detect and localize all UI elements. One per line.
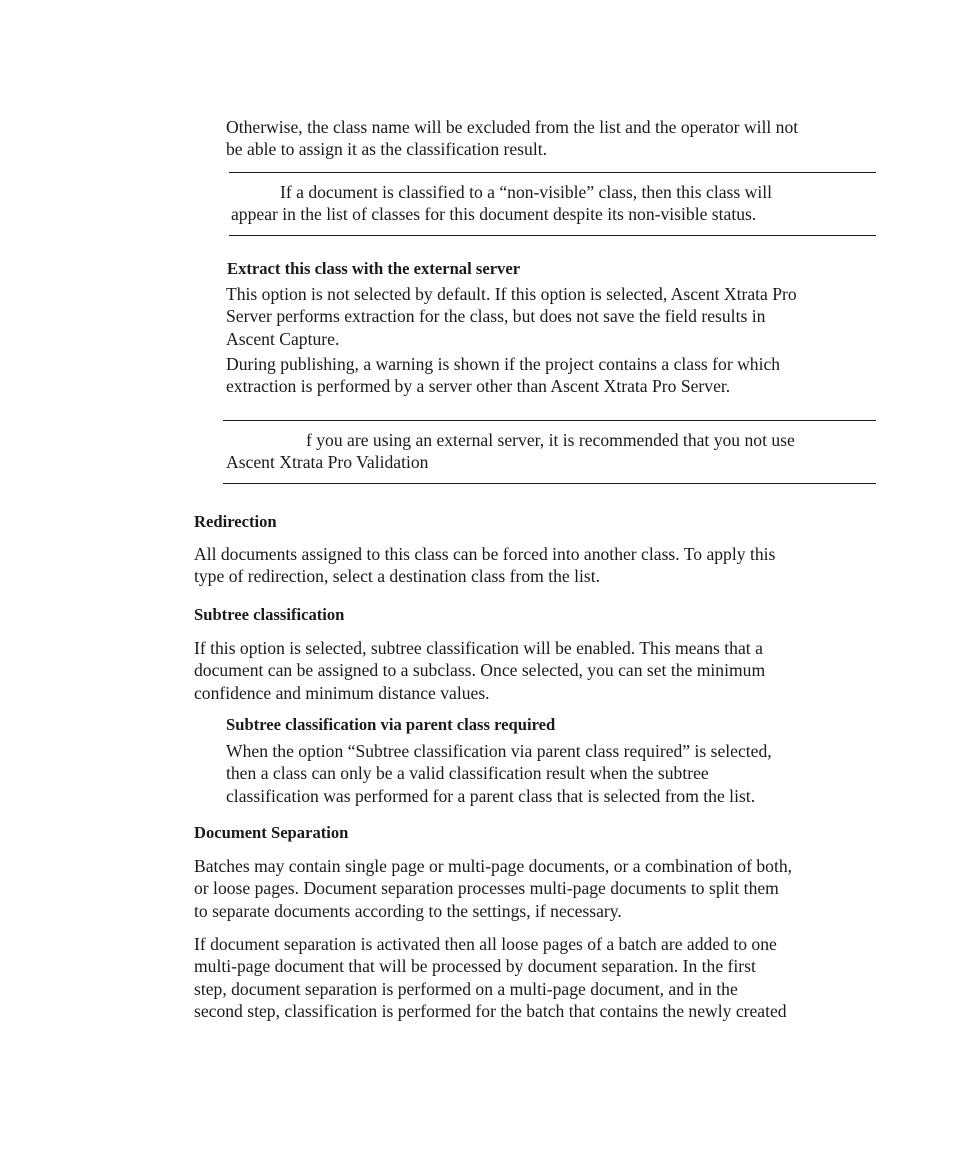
extract-paragraph-1 <box>226 283 797 350</box>
subtree-parent-line-3: classification was performed for a parent class that is selected from the list. <box>226 785 756 806</box>
intro-line-2: be able to assign it as the classification result. <box>226 139 548 160</box>
separation-p1-line-3: to separate documents according to the settings, if necessary. <box>194 900 622 921</box>
separation-paragraph-2 <box>194 933 787 1023</box>
intro-line-1: Otherwise, the class name will be excluded from the list and the operator will not <box>226 117 799 137</box>
separation-p1-line-1: Batches may contain single page or multi-page documents, or a combination of both, <box>194 856 793 876</box>
separation-p2-line-2: multi-page document that will be processed by document separation. In the first <box>194 956 756 977</box>
note-1-line-1: If a document is classified to a “non-visible” class, then this class will <box>280 182 773 202</box>
note-1-bottom-rule <box>229 235 876 236</box>
separation-heading: Document Separation <box>194 823 349 842</box>
redirection-heading: Redirection <box>194 512 277 531</box>
note-1-top-rule <box>229 172 876 173</box>
extract-paragraph-2 <box>226 353 780 398</box>
subtree-line-2: document can be assigned to a subclass. Once selected, you can set the minimum <box>194 660 766 681</box>
extract-heading: Extract this class with the external server <box>227 259 521 278</box>
subtree-heading: Subtree classification <box>194 605 345 624</box>
subtree-parent-paragraph <box>226 740 772 807</box>
subtree-parent-line-1: When the option “Subtree classification via parent class required” is selected, <box>226 741 772 761</box>
extract-p2-line-1: During publishing, a warning is shown if the project contains a class for which <box>226 354 781 374</box>
separation-p2-line-4: second step, classification is performed for the batch that contains the newly created <box>194 1001 787 1022</box>
subtree-parent-heading: Subtree classification via parent class required <box>226 715 556 734</box>
extract-p1-line-2: Server performs extraction for the class, but does not save the field results in <box>226 306 766 327</box>
note-2-line-2: Ascent Xtrata Pro Validation <box>226 452 429 473</box>
intro-paragraph <box>226 116 798 161</box>
note-2-text <box>226 429 795 474</box>
separation-p2-line-3: step, document separation is performed on a multi-page document, and in the <box>194 978 738 999</box>
separation-p2-line-1: If document separation is activated then all loose pages of a batch are added to one <box>194 934 777 954</box>
note-1-line-2: appear in the list of classes for this document despite its non-visible status. <box>231 204 757 225</box>
redirection-line-2: type of redirection, select a destination class from the list. <box>194 566 600 587</box>
note-2-line-1: f you are using an external server, it is recommended that you not use <box>306 430 795 450</box>
subtree-paragraph <box>194 637 765 704</box>
extract-p1-line-1: This option is not selected by default. If this option is selected, Ascent Xtrata Pro <box>226 284 797 304</box>
separation-paragraph-1 <box>194 855 792 922</box>
note-2-top-rule <box>223 420 876 421</box>
redirection-line-1: All documents assigned to this class can be forced into another class. To apply this <box>194 544 776 564</box>
redirection-paragraph <box>194 543 775 588</box>
subtree-line-3: confidence and minimum distance values. <box>194 682 490 703</box>
extract-p2-line-2: extraction is performed by a server other than Ascent Xtrata Pro Server. <box>226 376 731 397</box>
subtree-line-1: If this option is selected, subtree classification will be enabled. This means that a <box>194 638 763 658</box>
extract-p1-line-3: Ascent Capture. <box>226 328 340 349</box>
separation-p1-line-2: or loose pages. Document separation processes multi-page documents to split them <box>194 878 779 899</box>
subtree-parent-line-2: then a class can only be a valid classification result when the subtree <box>226 763 709 784</box>
note-1-text <box>231 181 772 226</box>
note-2-bottom-rule <box>223 483 876 484</box>
